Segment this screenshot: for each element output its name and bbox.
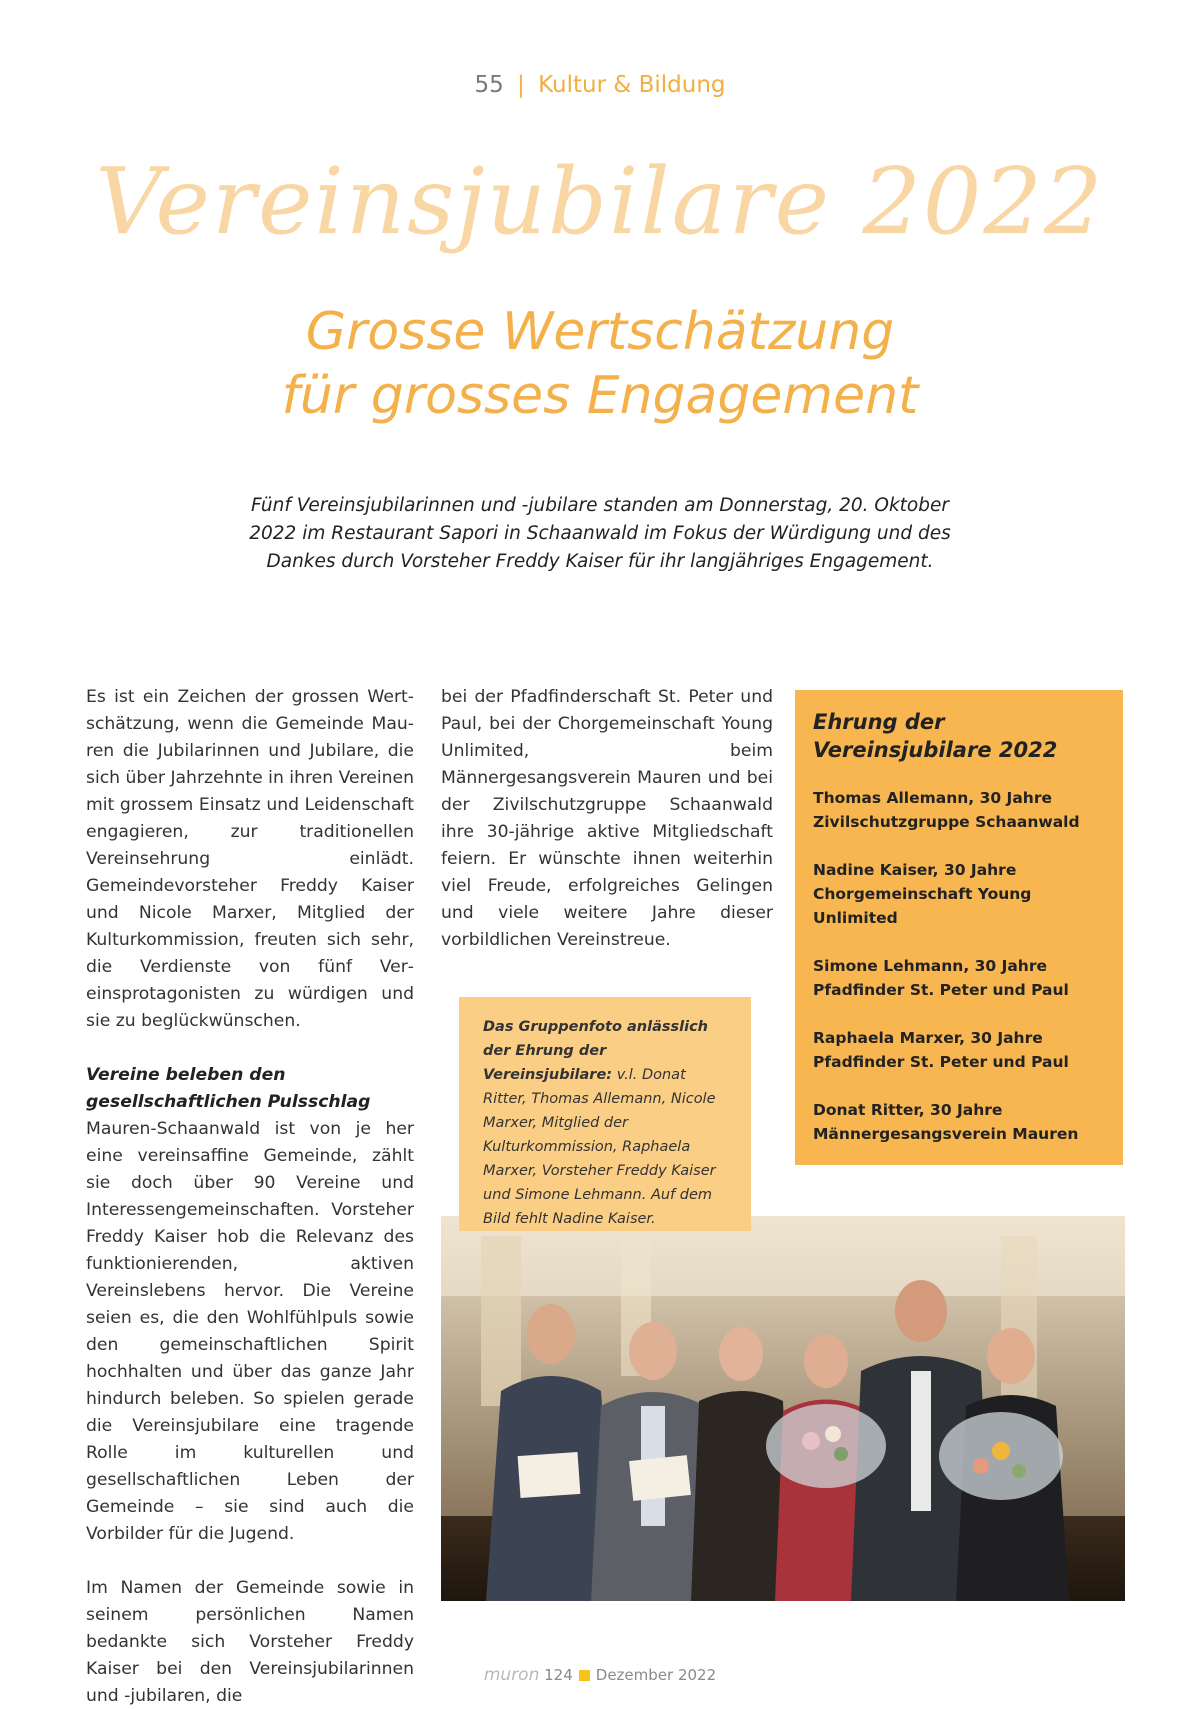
article-paragraph: bei der Pfadfinderschaft St. Peter und Paul, bei der Chorgemeinschaft Young Unlimited, beim Männergesangsverein Mauren und bei der Zivilschutzgruppe Schaanwald ihre 30-jährige aktive Mitgliedschaft feiern. Er wünschte ihnen weiterhin viel Freude, erfolgreiches Gelingen und viele weitere Jahre dieser vorbildlichen Vereinstreue. xyxy=(441,687,773,950)
header-separator: | xyxy=(517,72,525,98)
page-header xyxy=(0,72,1200,98)
lead-paragraph: Fünf Vereinsjubilarinnen und -jubilare standen am Donnerstag, 20. Oktober 2022 im Restaurant Sapori in Schaanwald im Fokus der Würdigung und des Dankes durch Vorsteher Freddy Kaiser für ihr langjähriges Engagement. xyxy=(249,495,951,572)
honors-entry xyxy=(813,1026,1105,1074)
honoree-club: Zivilschutzgruppe Schaanwald xyxy=(813,813,1080,831)
article-paragraph: Im Namen der Gemeinde sowie in seinem persönlichen Namen bedankte sich Vorsteher Freddy Kaiser bei den Vereinsjubilarinnen und -jubilaren, die xyxy=(86,1578,414,1706)
photo-caption xyxy=(459,997,751,1231)
section-name: Kultur & Bildung xyxy=(538,72,726,98)
honors-entry xyxy=(813,954,1105,1002)
honoree-name: Nadine Kaiser, 30 Jahre xyxy=(813,861,1017,879)
flower-bouquet xyxy=(939,1412,1063,1500)
page-footer xyxy=(0,1665,1200,1685)
issue-date: Dezember 2022 xyxy=(595,1666,717,1684)
footer-square-icon xyxy=(579,1670,590,1681)
honors-entry xyxy=(813,1098,1105,1146)
caption-lead: Das Gruppenfoto anlässlich der Ehrung der Vereinsjubilare: xyxy=(483,1019,708,1083)
honoree-club: Chorgemeinschaft Young Unlimited xyxy=(813,885,1032,927)
gift-envelope xyxy=(629,1455,691,1501)
honoree-club: Pfadfinder St. Peter und Paul xyxy=(813,981,1069,999)
honoree-name: Thomas Allemann, 30 Jahre xyxy=(813,789,1052,807)
gift-envelope xyxy=(518,1452,581,1498)
honoree-name: Donat Ritter, 30 Jahre xyxy=(813,1101,1003,1119)
subtitle-line-2: für grosses Engagement xyxy=(281,366,919,426)
honors-title: Ehrung der Vereinsjubilare 2022 xyxy=(813,710,1058,762)
subtitle xyxy=(0,300,1200,428)
honors-box xyxy=(795,690,1123,1165)
group-photo xyxy=(441,1216,1125,1601)
article-paragraph: Es ist ein Zeichen der grossen Wertschätzung, wenn die Gemeinde Mauren die Jubilarinnen und Jubilare, die sich über Jahrzehnte in ihren Vereinen mit grossem Einsatz und Leidenschaft engagieren, zur traditionellen Vereinsehrung einlädt. Gemeindevorsteher Freddy Kaiser und Nicole Marxer, Mitglied der Kulturkommission, freuten sich sehr, die Verdienste von fünf Vereinsprotagonisten zu würdigen und sie zu beglückwünschen. xyxy=(86,687,414,1031)
article-subheading: Vereine beleben den gesellschaftlichen Pulsschlag xyxy=(86,1065,371,1112)
page-number: 55 xyxy=(474,72,504,98)
article-column-1 xyxy=(86,684,414,1710)
article-column-2 xyxy=(441,684,773,954)
caption-text: v.l. Donat Ritter, Thomas Allemann, Nicole Marxer, Mitglied der Kulturkommission, Raphaela Marxer, Vorsteher Freddy Kaiser und Simone Lehmann. Auf dem Bild fehlt Nadine Kaiser. xyxy=(483,1067,716,1227)
honoree-club: Pfadfinder St. Peter und Paul xyxy=(813,1053,1069,1071)
honoree-name: Raphaela Marxer, 30 Jahre xyxy=(813,1029,1043,1047)
issue-number: 124 xyxy=(544,1666,573,1684)
article-paragraph: Mauren-Schaanwald ist von je her eine vereinsaffine Gemeinde, zählt sie doch über 90 Vereine und Interessengemeinschaften. Vorsteher Freddy Kaiser hob die Relevanz des funktionierenden, aktiven Vereinslebens hervor. Die Vereine seien es, die den Wohlfühlpuls sowie den gemeinschaftlichen Spirit hochhalten und über das ganze Jahr hindurch beleben. So spielen gerade die Vereinsjubilare eine tragende Rolle im kulturellen und gesellschaftlichen Leben der Gemeinde – sie sind auch die Vorbilder für die Jugend. xyxy=(86,1119,414,1544)
flower-bouquet xyxy=(766,1404,886,1488)
honoree-club: Männergesangsverein Mauren xyxy=(813,1125,1079,1143)
page-title: Vereinsjubilare 2022 xyxy=(95,148,1105,255)
subtitle-line-1: Grosse Wertschätzung xyxy=(305,302,895,362)
honoree-name: Simone Lehmann, 30 Jahre xyxy=(813,957,1047,975)
honors-entry xyxy=(813,858,1105,930)
honors-entry xyxy=(813,786,1105,834)
magazine-brand: muron xyxy=(483,1665,540,1685)
